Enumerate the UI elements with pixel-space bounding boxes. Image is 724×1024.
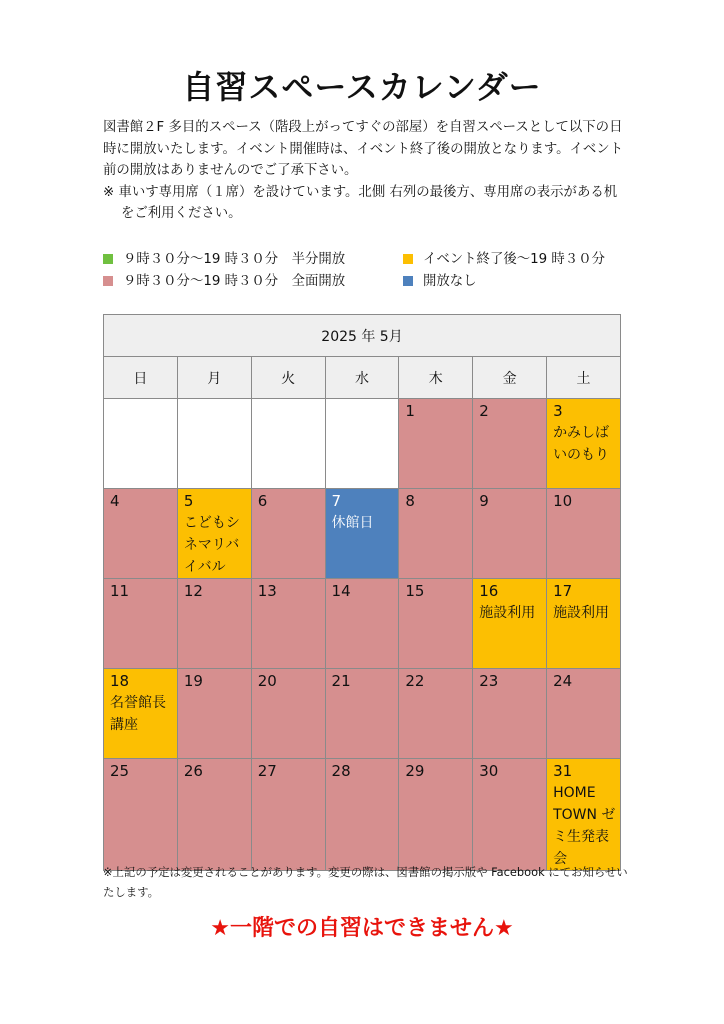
day-cell-1 [399, 399, 473, 489]
week-row-3 [104, 579, 621, 669]
day-number: 22 [405, 672, 425, 690]
legend-closed-label: 開放なし [423, 274, 477, 289]
yellow-square-icon [403, 254, 413, 264]
day-number: 29 [405, 762, 425, 780]
page-title: 自習スペースカレンダー [182, 68, 542, 106]
day-number: 8 [405, 492, 415, 510]
blank-cell [177, 399, 251, 489]
week-row-1 [104, 399, 621, 489]
legend-event [403, 249, 605, 271]
day-cell-27 [251, 759, 325, 871]
event-label: 名誉館長講座 [110, 695, 166, 733]
day-cell-30 [473, 759, 547, 871]
day-cell-18 [104, 669, 178, 759]
blue-square-icon [403, 276, 413, 286]
day-cell-20 [251, 669, 325, 759]
green-square-icon [103, 254, 113, 264]
day-cell-11 [104, 579, 178, 669]
day-cell-4 [104, 489, 178, 579]
day-number: 11 [110, 582, 130, 600]
day-number: 23 [479, 672, 499, 690]
day-number: 21 [331, 672, 351, 690]
footnote [103, 862, 628, 902]
day-number: 31 [553, 762, 573, 780]
day-number: 4 [110, 492, 120, 510]
event-label: かみしばいのもり [553, 425, 610, 463]
week-row-2 [104, 489, 621, 579]
day-number: 17 [553, 582, 573, 600]
day-cell-21 [325, 669, 399, 759]
day-cell-29 [399, 759, 473, 871]
day-cell-3 [547, 399, 621, 489]
day-number: 25 [110, 762, 130, 780]
weekday-sat: 土 [547, 357, 621, 399]
day-cell-14 [325, 579, 399, 669]
day-number: 7 [331, 492, 342, 510]
weekday-tue: 火 [251, 357, 325, 399]
calendar-table [103, 314, 621, 871]
day-cell-19 [177, 669, 251, 759]
day-number: 20 [257, 672, 277, 690]
day-cell-26 [177, 759, 251, 871]
day-number: 14 [331, 582, 351, 600]
weekday-thu: 木 [399, 357, 473, 399]
day-number: 10 [553, 492, 573, 510]
legend-half-label: ９時３０分～19 時３０分 半分開放 [123, 252, 346, 267]
day-cell-2 [473, 399, 547, 489]
day-number: 28 [331, 762, 351, 780]
day-number: 15 [405, 582, 425, 600]
pink-square-icon [103, 276, 113, 286]
day-cell-13 [251, 579, 325, 669]
footnote-text: ※上記の予定は変更されることがあります。変更の際は、図書館の掲示版や Facebook にてお知らせいたします。 [103, 865, 628, 899]
event-label: 休館日 [331, 515, 374, 531]
day-number: 16 [479, 582, 499, 600]
legend-closed [403, 271, 477, 293]
event-label: こどもシネマリバイバル [183, 515, 240, 575]
blank-cell [251, 399, 325, 489]
day-cell-31 [547, 759, 621, 871]
legend-full-label: ９時３０分～19 時３０分 全面開放 [123, 274, 346, 289]
day-cell-5 [177, 489, 251, 579]
day-number: 12 [183, 582, 203, 600]
day-number: 18 [110, 672, 130, 690]
day-cell-15 [399, 579, 473, 669]
day-number: 26 [183, 762, 203, 780]
weekday-mon: 月 [177, 357, 251, 399]
day-number: 9 [479, 492, 489, 510]
legend-full-open [103, 271, 345, 293]
calendar-month: 2025 年 5月 [104, 315, 621, 357]
week-row-5 [104, 759, 621, 871]
day-number: 6 [257, 492, 268, 510]
day-number: 13 [257, 582, 277, 600]
day-cell-6 [251, 489, 325, 579]
day-number: 5 [183, 492, 194, 510]
event-label: 施設利用 [553, 605, 610, 621]
day-number: 1 [405, 402, 415, 420]
day-number: 2 [479, 402, 489, 420]
wheelchair-note: ※ 車いす専用席（１席）を設けています。北側 右列の最後方、専用席の表示がある机をご利用ください。 [103, 184, 618, 221]
day-cell-28 [325, 759, 399, 871]
weekday-fri: 金 [473, 357, 547, 399]
blank-cell [104, 399, 178, 489]
day-cell-7 [325, 489, 399, 579]
day-number: 19 [183, 672, 203, 690]
day-cell-12 [177, 579, 251, 669]
day-cell-25 [104, 759, 178, 871]
week-row-4 [104, 669, 621, 759]
event-label: 施設利用 [479, 605, 536, 621]
day-number: 30 [479, 762, 499, 780]
day-cell-17 [547, 579, 621, 669]
day-cell-23 [473, 669, 547, 759]
weekday-row [104, 357, 621, 399]
intro-text [103, 117, 628, 225]
weekday-wed: 水 [325, 357, 399, 399]
event-label: HOME TOWN ゼミ生発表会 [553, 785, 616, 867]
day-cell-24 [547, 669, 621, 759]
blank-cell [325, 399, 399, 489]
weekday-sun: 日 [104, 357, 178, 399]
day-number: 3 [553, 402, 563, 420]
warning-text: ★一階での自習はできません★ [210, 916, 514, 941]
intro-paragraph: 図書館２F 多目的スペース（階段上がってすぐの部屋）を自習スペースとして以下の日時に開放いたします。イベント開催時は、イベント終了後の開放となります。イベント前の開放はありませんのでご了承下さい。 [103, 120, 624, 178]
day-cell-9 [473, 489, 547, 579]
legend-event-label: イベント終了後～19 時３０分 [423, 252, 605, 267]
day-cell-10 [547, 489, 621, 579]
day-number: 27 [257, 762, 277, 780]
legend-half-open [103, 249, 345, 271]
day-cell-8 [399, 489, 473, 579]
day-cell-16 [473, 579, 547, 669]
day-number: 24 [553, 672, 573, 690]
day-cell-22 [399, 669, 473, 759]
